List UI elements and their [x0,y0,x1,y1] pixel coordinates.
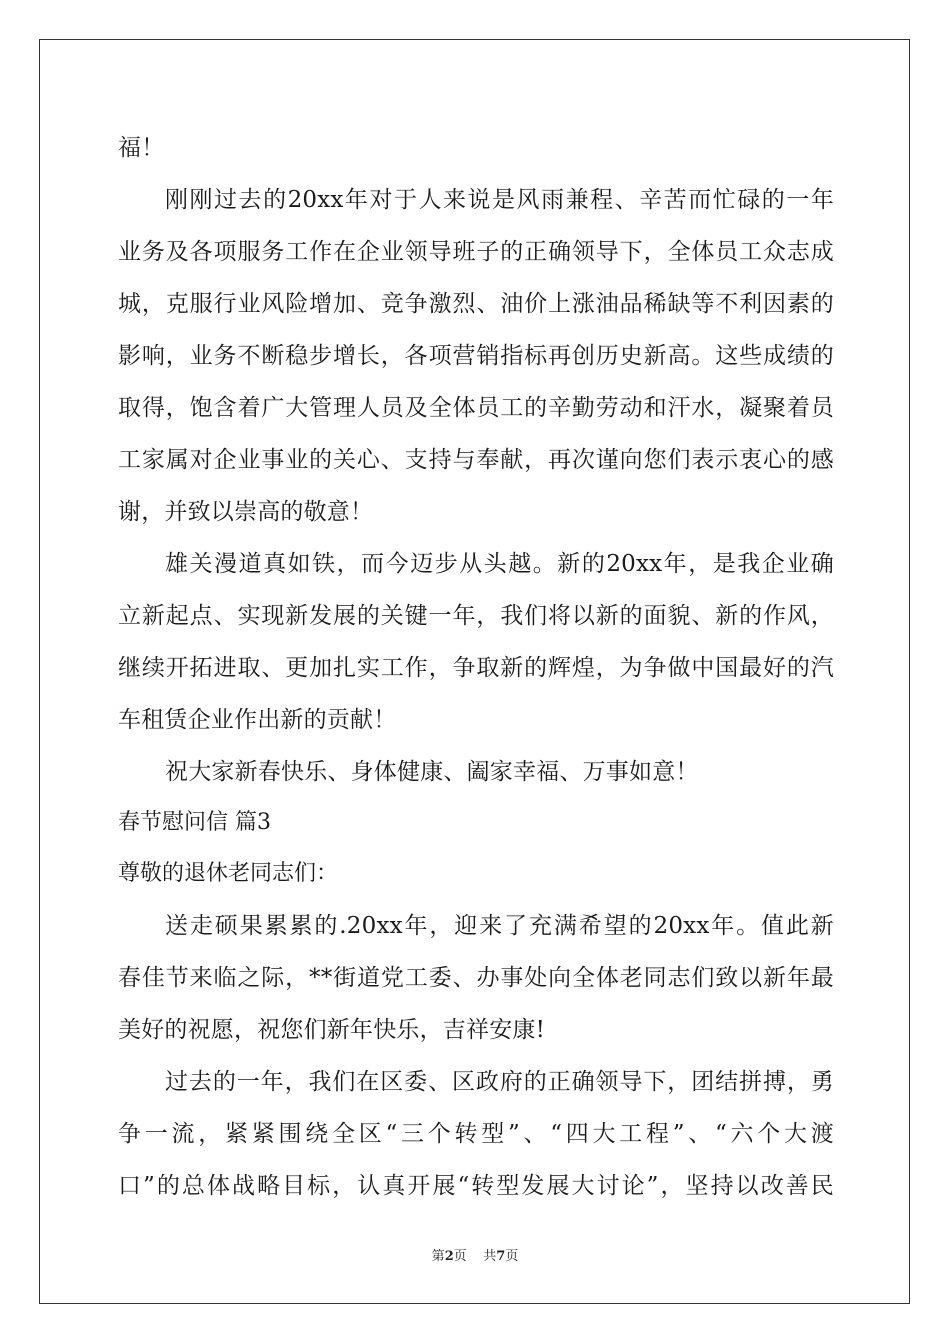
salutation: 尊敬的退休老同志们： [118,861,339,886]
text-line: 车租赁企业作出新的贡献！ [118,707,397,733]
text-line: 继续开拓进取、更加扎实工作，争取新的辉煌，为争做中国最好的汽 [118,655,834,681]
text-line: 城，克服行业风险增加、竞争激烈、油价上涨油品稀缺等不利因素的 [118,291,834,317]
paragraph-start-line: 雄关漫道真如铁，而今迈步从头越。新的20xx年，是我企业确 [165,551,834,577]
paragraph-start-line: 送走硕果累累的.20xx年，迎来了充满希望的20xx年。值此新 [165,913,834,939]
current-page-number: 2 [444,1249,454,1264]
text-line: 争一流，紧紧围绕全区“三个转型”、“四大工程”、“六个大渡 [118,1121,834,1147]
page-label-mid: 页 共 [453,1249,497,1264]
text-line: 春佳节来临之际，**街道党工委、办事处向全体老同志们致以新年最 [118,965,834,991]
text-line: 谢，并致以崇高的敬意！ [118,499,374,525]
paragraph-start-line: 祝大家新春快乐、身体健康、阖家幸福、万事如意！ [165,759,699,785]
text-line: 工家属对企业事业的关心、支持与奉献，再次谨向您们表示衷心的感 [118,447,834,473]
text-line: 影响，业务不断稳步增长，各项营销指标再创历史新高。这些成绩的 [118,343,834,369]
document-body [118,122,834,1212]
paragraph-start-line: 刚刚过去的20xx年对于人来说是风雨兼程、辛苦而忙碌的一年 [165,187,834,213]
page-label-suffix: 页 [505,1249,519,1264]
total-page-number: 7 [496,1249,506,1264]
page-label-prefix: 第 [431,1249,445,1264]
paragraph-start-line: 过去的一年，我们在区委、区政府的正确领导下，团结拼搏，勇 [165,1069,834,1095]
text-line: 立新起点、实现新发展的关键一年，我们将以新的面貌、新的作风， [118,603,834,629]
section-heading: 春节慰问信 篇3 [118,810,271,835]
text-line: 取得，饱含着广大管理人员及全体员工的辛勤劳动和汗水，凝聚着员 [118,395,834,421]
text-line: 业务及各项服务工作在企业领导班子的正确领导下，全体员工众志成 [118,239,834,265]
page-footer [0,1245,950,1264]
text-line: 美好的祝愿，祝您们新年快乐，吉祥安康! [118,1017,546,1043]
text-line: 福！ [118,135,165,161]
text-line: 口”的总体战略目标，认真开展“转型发展大讨论”，坚持以改善民 [118,1173,834,1199]
